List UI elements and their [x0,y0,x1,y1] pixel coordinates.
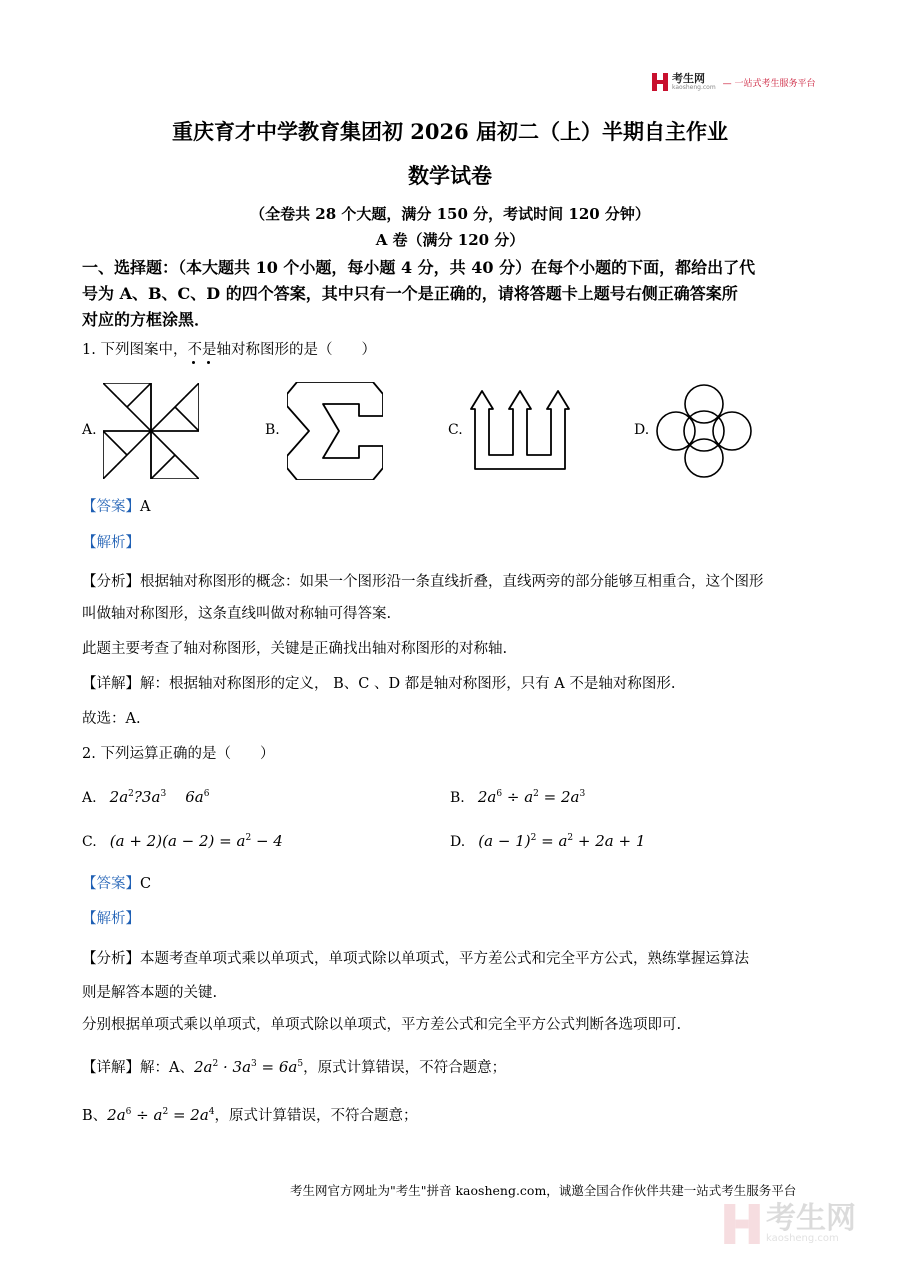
q1-emph-text: 不是 [187,342,217,358]
detail-a-pre: 解：A、 [140,1060,194,1076]
exam-subject: 数学试卷 [408,163,492,188]
q1-summary: 此题主要考查了轴对称图形，关键是正确找出轴对称图形的对称轴. [82,641,508,657]
q1-stem [82,338,822,362]
q2-option-d-formula: $(a - 1)^2 = a^2 + 2a + 1$ [478,832,646,850]
watermark-logo [724,1201,856,1244]
fenxi-text: 根据轴对称图形的概念：如果一个图形沿一条直线折叠，直线两旁的部分能够互相重合，这个图形 [140,574,764,590]
answer-tag: 【答案】 [82,876,140,892]
fenxi-text: 叫做轴对称图形，这条直线叫做对称轴可得答案. [82,606,392,622]
exam-title: 重庆育才中学教育集团初 2026 届初二（上）半期自主作业 [171,119,729,144]
q2-fenxi [82,942,822,1010]
q2-option-d [450,831,645,850]
header-slogan: — 一站式考生服务平台 [722,78,816,89]
trident-figure [470,385,570,473]
q1-option-b-label: B. [265,422,280,438]
part1-line: 一、选择题：（本大题共 10 个小题，每小题 4 分，共 40 分）在每个小题的下面，都给出了代 [82,258,756,277]
q2-option-c-formula: $(a + 2)(a - 2) = a^2 - 4$ [109,832,283,850]
part1-instructions [82,255,822,333]
q1-stem-pre: 1. 下列图案中， [82,342,188,358]
fenxi-text: 本题考查单项式乘以单项式，单项式除以单项式，平方差公式和完全平方公式，熟练掌握运算法 [140,951,749,967]
watermark-text: 考生网 [766,1201,856,1236]
detail-a-formula: $2a^2 \cdot 3a^3 = 6a^5$ [193,1058,304,1076]
q2-option-a-label: A. [82,790,97,806]
part1-line: 对应的方框涂黑． [82,310,211,329]
slogan-text: 一站式考生服务平台 [734,78,816,89]
detail-b-pre: B、 [82,1108,108,1124]
watermark-logo-icon [724,1204,760,1244]
q1-detail [82,672,822,696]
kaosheng-logo-icon [652,73,668,91]
detail-a-post: ，原式计算错误，不符合题意； [303,1060,507,1076]
logo-text: 考生网 [672,72,705,85]
fenxi-text: 则是解答本题的关键. [82,985,218,1001]
q1-fenxi [82,566,822,630]
q2-option-c-label: C. [82,834,97,850]
q1-answer [82,495,822,519]
detail-tag: 【详解】 [82,1060,140,1076]
watermark-domain: kaosheng.com [766,1233,839,1244]
q2-option-c [82,831,283,850]
q1-conclusion: 故选：A. [82,711,141,727]
detail-b-formula: $2a^6 \div a^2 = 2a^4$ [107,1106,215,1124]
q2-answer [82,872,822,896]
q1-option-c-label: C. [448,422,463,438]
q2-method: 分别根据单项式乘以单项式，单项式除以单项式，平方差公式和完全平方公式判断各选项即可. [82,1017,682,1033]
answer-tag: 【答案】 [82,499,140,515]
part1-line: 号为 A、B、C、D 的四个答案，其中只有一个是正确的，请将答题卡上题号右侧正确答案所 [82,284,738,303]
q2-option-a-formula: $2a^2?3a^3$ $6a^6$ [109,788,210,806]
q1-option-d-label: D. [634,422,650,438]
detail-tag: 【详解】 [82,676,140,692]
header-logo [652,72,816,92]
q2-option-b [450,787,585,806]
q2-detail-b [82,1100,822,1128]
sigma-figure [287,382,383,480]
q1-analysis-tag: 【解析】 [82,535,140,551]
q2-option-b-label: B. [450,790,465,806]
section-title: A 卷（满分 120 分） [375,231,525,249]
q2-option-a [82,787,209,806]
q1-stem-post: 轴对称图形的是（ ） [216,342,376,358]
fenxi-tag: 【分析】 [82,574,140,590]
fenxi-tag: 【分析】 [82,951,140,967]
pinwheel-figure [103,383,199,479]
exam-info: （全卷共 28 个大题，满分 150 分，考试时间 120 分钟） [250,205,650,223]
q1-stem-emphasis [187,342,216,358]
q2-option-b-formula: $2a^6 \div a^2 = 2a^3$ [477,788,586,806]
q2-stem: 2. 下列运算正确的是（ ） [82,746,275,762]
detail-text: 解：根据轴对称图形的定义， B、C 、D 都是轴对称图形，只有 A 不是轴对称图形. [140,676,676,692]
flower-figure [655,384,753,478]
q2-analysis-tag: 【解析】 [82,911,140,927]
q1-option-a-label: A. [82,422,97,438]
answer-value: A [140,499,151,515]
logo-domain: kaosheng.com [672,84,716,91]
footer-text: 考生网官方网址为"考生"拼音 kaosheng.com，诚邀全国合作伙伴共建一站式考生服务平台 [290,1183,797,1198]
detail-b-post: ，原式计算错误，不符合题意； [214,1108,418,1124]
answer-value: C [140,876,152,892]
q2-option-d-label: D. [450,834,466,850]
q2-detail-a [82,1052,822,1080]
